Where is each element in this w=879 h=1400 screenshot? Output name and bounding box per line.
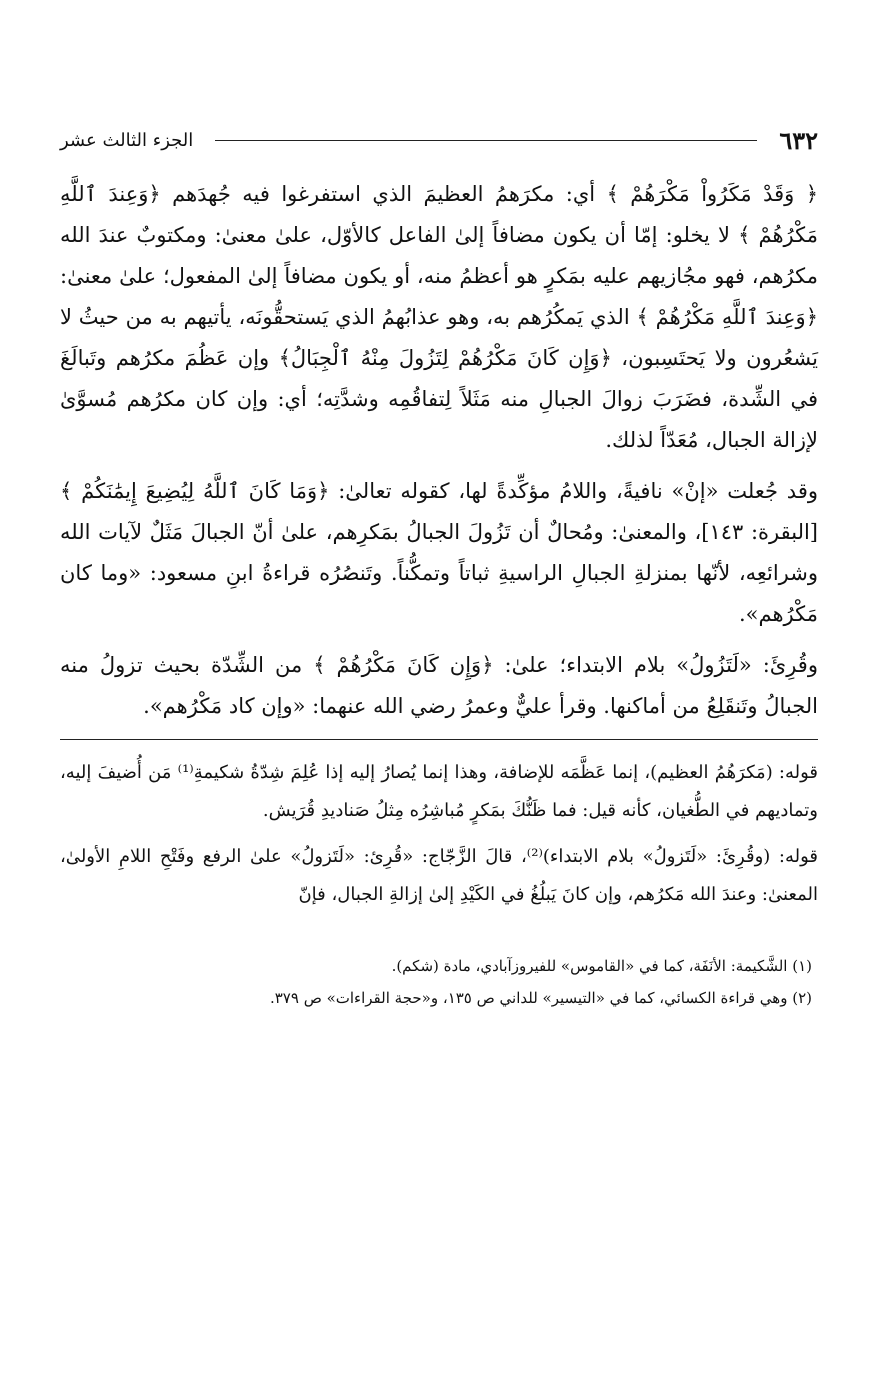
footnotes [60,950,818,1014]
main-paragraph: ﴿ وَقَدْ مَكَرُواْ مَكْرَهُمْ ﴾ أي: مكرَهمُ العظيمَ الذي استفرغوا فيه جُهدَهم ﴿وَعِندَ ٱللَّهِ مَكْرُهُمْ ﴾ لا يخلو: إمّا أن يكون مضافاً إلىٰ الفاعل كالأوّل، علىٰ معنىٰ: ومكتوبٌ عندَ الله مكرُهم، فهو مجُازيهم عليه بمَكرٍ هو أعظمُ منه، أو يكون مضافاً إلىٰ المفعول؛ علىٰ معنىٰ: ﴿وَعِندَ ٱللَّهِ مَكْرُهُمْ ﴾ الذي يَمكُرُهم به، وهو عذابُهمُ الذي يَستحقُّونَه، يأتيهم به من حيثُ لا يَشعُرون ولا يَحتَسِبون، ﴿وَإِن كَانَ مَكْرُهُمْ لِتَزُولَ مِنْهُ ٱلْجِبَالُ﴾ وإن عَظُمَ مكرُهم وتَبالَغَ في الشِّدة، فضَرَبَ زوالَ الجبالِ منه مَثَلاً لِتفاقُمِه وشدَّتِه؛ أي: وإن كان مكرُهم مُسوَّىٰ لإزالة الجبال، مُعَدّاً لذلك. [60,182,818,452]
header-rule [215,140,757,141]
commentary [60,754,818,914]
main-paragraph: وقد جُعلت «إنْ» نافيةً، واللامُ مؤكِّدةً لها، كقوله تعالىٰ: ﴿وَمَا كَانَ ٱللَّهُ لِيُضِيعَ إِيمَٰنَكُمْ ﴾ [البقرة: ١٤٣]، والمعنىٰ: ومُحالٌ أن تَزُولَ الجبالُ بمَكرِهم، علىٰ أنّ الجبالَ مَثَلٌ لآيات الله وشرائعِه، لأنّها بمنزلةِ الجبالِ الراسيةِ ثباتاً وتمكُّناً. وتَنصُرُه قراءةُ ابنِ مسعود: «وما كان مَكْرُهم». [60,479,818,626]
footnote: (٢) وهي قراءة الكسائي، كما في «التيسير» للداني ص ١٣٥، و«حجة القراءات» ص ٣٧٩. [269,989,812,1007]
part-title: الجزء الثالث عشر [60,129,194,151]
main-text [60,174,818,727]
commentary-divider [60,739,818,740]
footnote: (١) الشَّكيمة: الأنَفَة، كما في «القاموس» للفيروزآبادي، مادة (شكم). [391,957,812,975]
commentary-paragraph: قوله: (مَكرَهُمُ العظيم)، إنما عَظَّمَه للإضافة، وهذا إنما يُصارُ إليه إذا عُلِمَ شِدّةُ شكيمةِ⁽¹⁾ مَن أُضيفَ إليه، وتماديهم في الطُّغيان، كأنه قيل: فما ظَنُّكَ بمَكرٍ مُباشِرُه مِثلُ صَناديدِ قُرَيش. [60,762,819,821]
commentary-paragraph: قوله: (وقُرِئَ: «لَتَزولُ» بلام الابتداء)⁽²⁾، قالَ الزَّجّاج: «قُرِئ: «لَتَزولُ» علىٰ الرفع وفَتْحِ اللامِ الأولىٰ، المعنىٰ: وعندَ الله مَكرُهم، وإن كانَ يَبلُغُ في الكَيْدِ إلىٰ إزالةِ الجبال، فإنّ [60,846,819,905]
running-head [60,120,818,160]
page-number: ٦٣٢ [779,125,818,155]
book-page [60,120,818,1014]
main-paragraph: وقُرِئَ: «لَتَزُولُ» بلام الابتداء؛ علىٰ: ﴿وَإِن كَانَ مَكْرُهُمْ ﴾ من الشِّدّة بحيث تزولُ منه الجبالُ وتَنقَلِعُ من أماكنها. وقرأ عليٌّ وعمرُ رضي الله عنهما: «وإن كاد مَكْرُهم». [60,653,818,718]
